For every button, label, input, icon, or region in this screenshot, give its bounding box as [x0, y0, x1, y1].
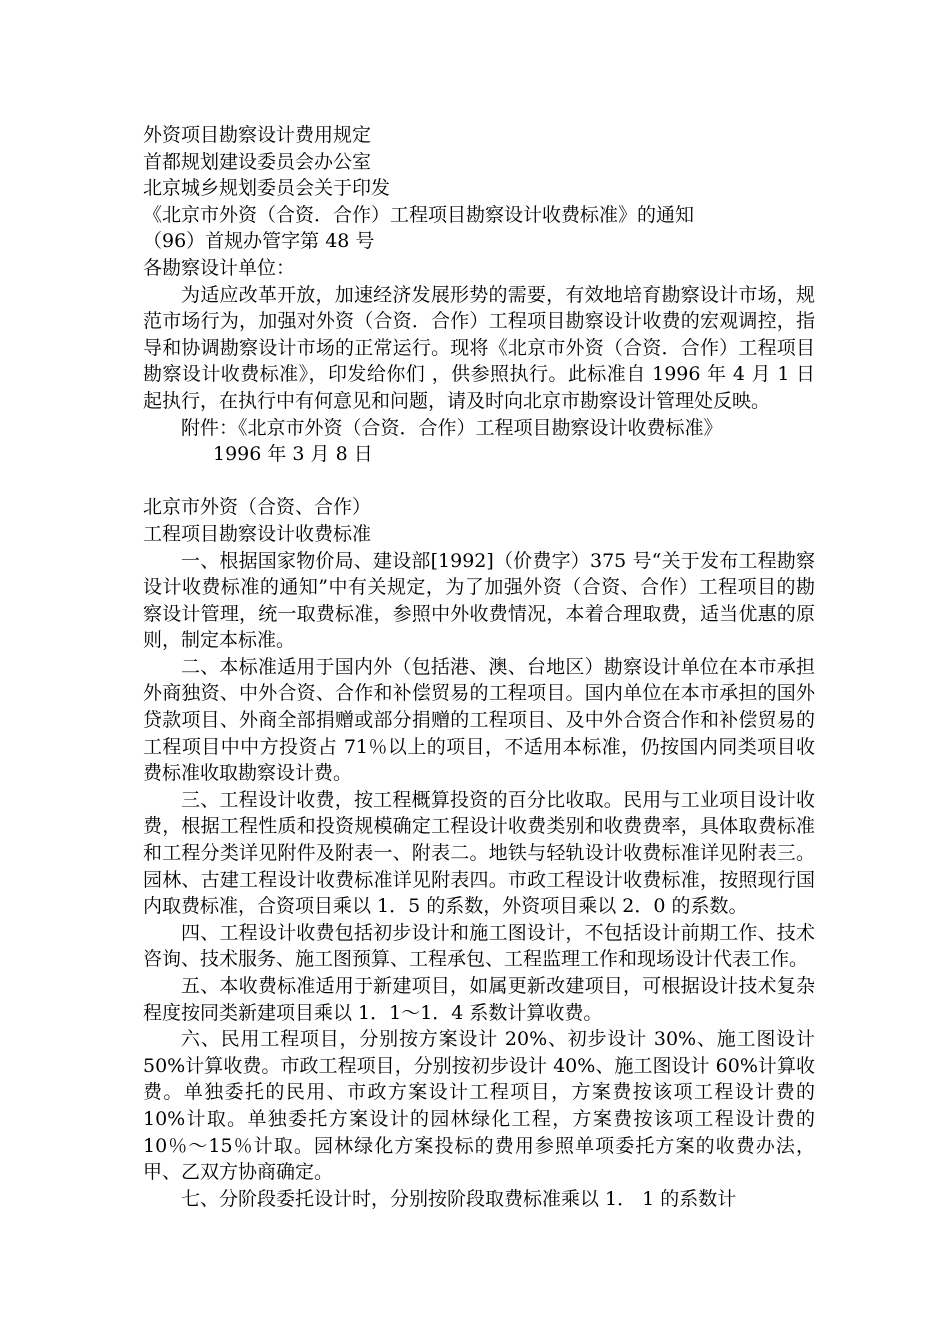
notice-paragraph: 为适应改革开放，加速经济发展形势的需要，有效地培育勘察设计市场，规范市场行为，加强对外资（合资．合作）工程项目勘察设计收费的宏观调控，指导和协调勘察设计市场的正常运行。现将《北京市外资（合资．合作）工程项目勘察设计收费标准》，印发给你们 ，供参照执行。此标准自 1996 年 4 月 1 日起执行，在执行中有何意见和问题，请及时向北京市勘察设计管理处反映。	[143, 283, 815, 412]
notice-heading: 北京城乡规划委员会关于印发	[143, 177, 391, 200]
document-body	[143, 122, 815, 1212]
document-number: （96）首规办管字第 48 号	[143, 230, 375, 253]
clause-2: 二、本标准适用于国内外（包括港、澳、台地区）勘察设计单位在本市承担外商独资、中外合资、合作和补偿贸易的工程项目。国内单位在本市承担的国外贷款项目、外商全部捐赠或部分捐赠的工程项目、及中外合资合作和补偿贸易的工程项目中中方投资占 71％以上的项目，不适用本标准，仍按国内同类项目收费标准收取勘察设计费。	[143, 655, 815, 785]
issuing-office: 首都规划建设委员会办公室	[143, 150, 372, 173]
standard-title-line1: 北京市外资（合资、合作）	[143, 496, 372, 519]
clause-7: 七、分阶段委托设计时，分别按阶段取费标准乘以 1． 1 的系数计	[181, 1187, 737, 1210]
notice-heading-title: 《北京市外资（合资．合作）工程项目勘察设计收费标准》的通知	[143, 203, 695, 226]
clause-1: 一、根据国家物价局、建设部[1992]（价费字）375 号“关于发布工程勘察设计收费标准的通知”中有关规定，为了加强外资（合资、合作）工程项目的勘察设计管理，统一取费标准，参照中外收费情况，本着合理取费，适当优惠的原则，制定本标准。	[143, 549, 815, 652]
clause-3: 三、工程设计收费，按工程概算投资的百分比收取。民用与工业项目设计收费，根据工程性质和投资规模确定工程设计收费类别和收费费率，具体取费标准和工程分类详见附件及附表一、附表二。地铁与轻轨设计收费标准详见附表三。园林、古建工程设计收费标准详见附表四。市政工程设计收费标准，按照现行国内取费标准，合资项目乘以 1．5 的系数，外资项目乘以 2．0 的系数。	[143, 788, 815, 918]
clause-6: 六、民用工程项目，分别按方案设计 20%、初步设计 30%、施工图设计 50%计算收费。市政工程项目，分别按初步设计 40%、施工图设计 60%计算收费。单独委托的民用、市政方案设计工程项目，方案费按该项工程设计费的 10%计取。单独委托方案设计的园林绿化工程，方案费按该项工程设计费的 10％～15％计取。园林绿化方案投标的费用参照单项委托方案的收费办法，甲、乙双方协商确定。	[143, 1028, 815, 1184]
clause-5: 五、本收费标准适用于新建项目，如属更新改建项目，可根据设计技术复杂程度按同类新建项目乘以 1．1～1．4 系数计算收费。	[143, 975, 815, 1024]
addressee: 各勘察设计单位：	[143, 256, 296, 279]
standard-title-line2: 工程项目勘察设计收费标准	[143, 522, 372, 545]
issue-date: 1996 年 3 月 8 日	[213, 443, 373, 466]
attachment-line: 附件：《北京市外资（合资．合作）工程项目勘察设计收费标准》	[181, 416, 723, 439]
document-title: 外资项目勘察设计费用规定	[143, 124, 372, 146]
blank-line	[143, 468, 815, 495]
clause-4: 四、工程设计收费包括初步设计和施工图设计，不包括设计前期工作、技术咨询、技术服务、施工图预算、工程承包、工程监理工作和现场设计代表工作。	[143, 921, 815, 971]
